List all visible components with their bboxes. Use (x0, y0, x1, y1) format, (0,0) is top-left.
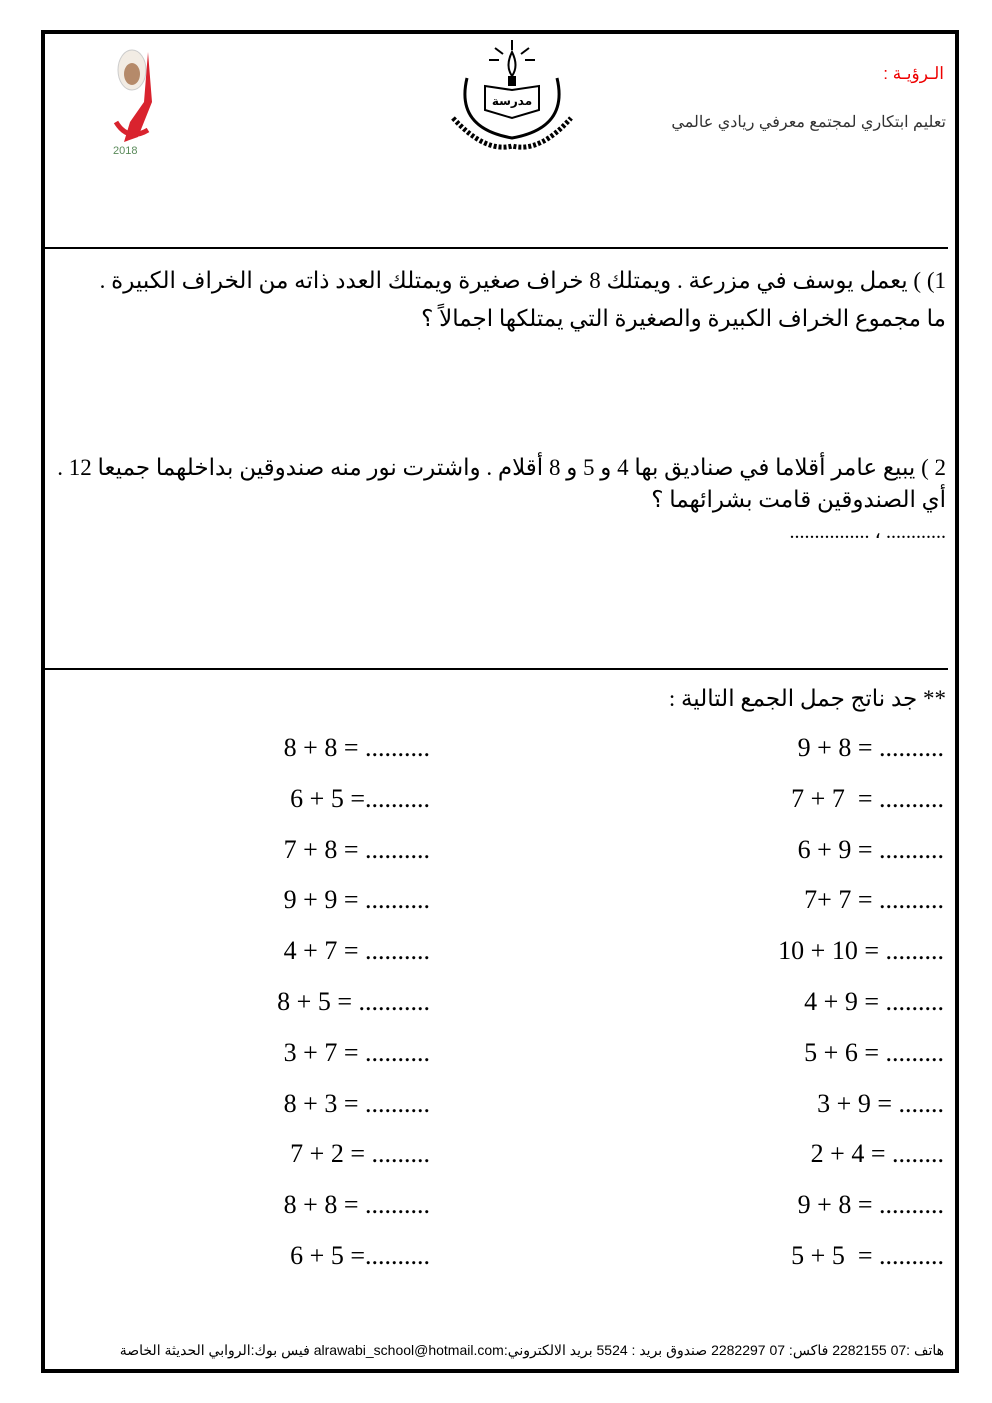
addition-problem[interactable]: 6 + 9 = .......... (797, 834, 944, 864)
question-2-answer-blank[interactable]: ............ ، ................ (789, 521, 946, 543)
addition-problem[interactable]: 7 + 7 = .......... (791, 783, 944, 813)
addition-problem[interactable]: 8 + 8 = .......... (283, 1190, 430, 1220)
addition-problem[interactable]: 6 + 5 =.......... (290, 783, 430, 813)
vision-statement: تعليم ابتكاري لمجتمع معرفي ريادي عالمي (671, 114, 946, 131)
addition-problem[interactable]: 5 + 6 = ......... (804, 1037, 944, 1067)
addition-problem[interactable]: 8 + 3 = .......... (283, 1088, 430, 1118)
addition-problem[interactable]: 8 + 8 = .......... (283, 733, 430, 762)
svg-text:مدرسة: مدرسة (491, 94, 533, 108)
addition-problem[interactable]: 6 + 5 =.......... (290, 1241, 430, 1270)
question-2 (46, 452, 946, 548)
school-logo (445, 38, 580, 158)
footer-contact: هاتف :07 2282155 فاكس: 07 2282297 صندوق بريد : 5524 بريد الالكتروني:alrawabi_school@hotmail.com فيس بوك:الروابي الحديثة الخاصة (119, 1342, 944, 1358)
question-1 (46, 262, 946, 338)
question-1-line-1: 1) ) يعمل يوسف في مزرعة . ويمتلك 8 خراف صغيرة ويمتلك العدد ذاته من الخراف الكبيرة . (99, 268, 946, 293)
question-2-line-2: أي الصندوقين قامت بشرائهما ؟ (651, 487, 946, 512)
question-1-line-2: ما مجموع الخراف الكبيرة والصغيرة التي يمتلكها اجمالاً ؟ (421, 306, 946, 331)
exercise-instruction: ** جد ناتج جمل الجمع التالية : (668, 686, 946, 711)
addition-problem[interactable]: 4 + 7 = .......... (283, 936, 430, 966)
addition-problem[interactable]: 8 + 5 = ........... (277, 987, 430, 1016)
vision-label: الـرؤيـة : (883, 64, 944, 83)
addition-problem[interactable]: 4 + 9 = ......... (804, 987, 944, 1016)
addition-problem[interactable]: 10 + 10 = ......... (778, 936, 944, 966)
divider (44, 247, 948, 249)
addition-problem[interactable]: 2 + 4 = ........ (810, 1139, 944, 1169)
zayed-year-logo (108, 42, 178, 162)
svg-text:2018: 2018 (113, 145, 138, 157)
addition-problem[interactable]: 5 + 5 = .......... (791, 1241, 944, 1270)
addition-problem[interactable]: 3 + 7 = .......... (283, 1037, 430, 1067)
addition-problem[interactable]: 7 + 2 = ......... (290, 1139, 430, 1169)
addition-problem[interactable]: 3 + 9 = ....... (817, 1088, 944, 1118)
question-2-line-1: 2 ) يبيع عامر أقلاما في صناديق بها 4 و 5 و 8 أقلام . واشترت نور منه صندوقين بداخلهما جميعا 12 . (57, 455, 946, 480)
addition-problem[interactable]: 7+ 7 = .......... (804, 885, 944, 915)
addition-problem[interactable]: 9 + 8 = .......... (797, 1190, 944, 1220)
addition-problem[interactable]: 9 + 9 = .......... (283, 885, 430, 915)
addition-problem[interactable]: 7 + 8 = .......... (283, 834, 430, 864)
divider (44, 668, 948, 670)
addition-problem[interactable]: 9 + 8 = .......... (797, 733, 944, 762)
